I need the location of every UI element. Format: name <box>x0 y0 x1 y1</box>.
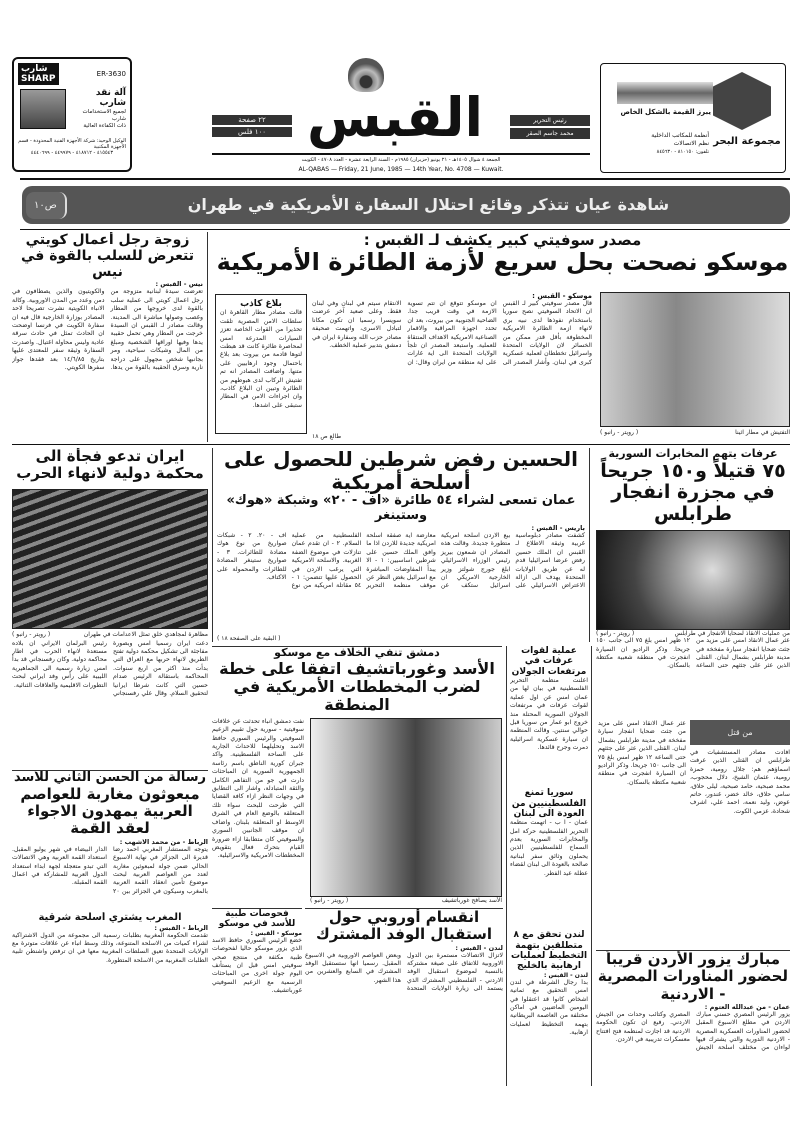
sharp-line3: ذات الكفاءة العالية <box>83 122 126 129</box>
false-alarm-body: قالت مصادر مطار القاهرة ان سلطات الامن المصرية تلقت تحذيرا من القوات الخاصة تعزز السيارات المدرعة امس لمحاصرة طائرة كانت قد هبطت لتوها قادمة من بيروت بعد بلاغ باحتمال وجود ارهابيين على متنها. واضافت المصادر انه تم تفتيش الركاب لدى هبوطهم من الطائرة وتبين ان البلاغ كاذب، وان اجراءات الامن في المطار ستبقى على اشدها. <box>220 309 302 409</box>
editor-info <box>510 115 590 139</box>
sharp-line1: لجميع الاستخدامات <box>82 108 126 115</box>
iran-body: دعت ايران رسميا امس وبصورة مفاجئة الى تشكيل محكمة دولية تفتح الطريق لانهاء حربها مع العراق التي بدأت منذ اكثر من اربع سنوات. المحاكمة باستقالة الرئيس صدام حسين التي كانت شرطا ايرانيا لتحقيق السلام. وقال علي رفسنجاني رئيس البرلمان الايراني ان بلاده مستعدة لانهاء الحرب في اطار محاكمة دولية. وكان رفسنجاني قد بدأ امس زيارة رسمية الى الجماهيرية الليبية على رأس وفد ايراني لبحث التطورات الاقليمية والعلاقات الثنائية. <box>12 639 208 697</box>
europe-split-story <box>305 908 503 1088</box>
tripoli-headline[interactable]: ٧٥ قتيلاً و١٥٠ جريحاً في مجزرة انفجار طرابلس <box>600 459 786 526</box>
lead-dateline: موسكو - القبس : <box>532 292 592 300</box>
medical-headline[interactable]: فحوصات طبية للأسد في موسكو <box>218 909 296 930</box>
sharp-advertisement <box>12 57 132 172</box>
hussein-headline[interactable]: الحسين رفض شرطين للحصول على أسلحة أمريكية <box>224 448 578 494</box>
side-briefs <box>506 646 592 1086</box>
morocco-body: تقدمت الحكومة المغربية بطلبات رسمية الى مجموعة من الدول الاشتراكية لشراء كميات من الاسلحة المتنوعة، وذلك وسط انباء عن علاقات متوترة مع الولايات المتحدة تعيق السلطات المغربية معها في ان ترفض واشنطن تلبية الطلبات المغربية من الاسلحة المتطورة. <box>12 931 208 964</box>
victims-body: افادت مصادر المستشفيات في طرابلس ان القتلى الذين عرفت اسماؤهم هم: جلال رومية، حمزة رومية، عثمان الشيخ، دلال محجوب، محمد صبحية، حامد صبحية، ليلى حلاق، سامي حلاق، خالد خضر، غندور، حاتم عوض، وليد نعمة، احمد علي، اشرف شحادة، عزمي الكوت. <box>690 749 790 815</box>
tripoli-kicker: عرفات يتهم المخابرات السورية <box>608 448 778 460</box>
hussein-subhead: عمان تسعى لشراء ٥٤ طائرة «اف - ٢٠» وشبكة «هوك» وستينغر <box>226 493 576 523</box>
iran-headline[interactable]: ايران تدعو فجأة الى محكمة دولية لانهاء الحرب <box>16 448 204 483</box>
sharp-model: ER-3630 <box>96 70 126 78</box>
medical-body: خضع الرئيس السوري حافظ الاسد الذي يزور موسكو حاليا لفحوصات طبية مكثفة في منتجع صحي سوفيتي امس قبل ان يستأنف اليوم جولة اخرى من المباحثات الرسمية مع الزعيم السوفيتي غورباتشيف. <box>212 936 302 995</box>
editor-name: محمد جاسم الصقر <box>510 128 590 139</box>
albahar-advertisement <box>600 63 786 173</box>
top-banner[interactable] <box>22 186 790 224</box>
kuwaiti-wife-story <box>12 232 208 442</box>
lead-body: قال مصدر سوفيتي كبير لـ القبس ان الاتحاد السوفيتي نصح سوريا باستخدام نفوذها لدى نبيه بري لانهاء ازمة الطائرة الامريكية المخطوفة بأقل قدر ممكن من الخسائر لان الولايات المتحدة واسرائيل تخططان لعملية عسكرية كبرى في لبنان. وأشار المصدر الى ان موسكو تتوقع ان تتم تسوية الازمة في وقت قريب جدا. الضاحية الجنوبية من بيروت، بعد ان تحدد اجهزة المراقبة والاقمار الصناعية الامريكية الاهداف المنتقاة للعملية. واستبعد المصدر ان تلجأ الولايات المتحدة الى اية غارات على اية منطقة من ايران وقال: ان الانتقام سيتم في لبنان وفي لبنان فقط. وعلى صعيد آخر عرضت سويسرا رسميا ان تكون مكانا لتبادل الاسرى، واتهمت صحيفة مصادر حزب الله وسفارة ايران في دمشق بتدبير عملية الخطف. <box>312 300 592 366</box>
mubarak-headline[interactable]: مبارك يزور الأردن قريباً لحضور المناورات المصرية - الاردنية <box>597 950 789 1003</box>
lead-continued: طالع ص ١٨ <box>312 433 342 440</box>
issue-info <box>212 115 292 137</box>
lead-photo-credit: ( رويتر - رانبو ) <box>600 429 639 436</box>
hexagon-icon <box>713 72 771 130</box>
sharp-agent: الوكيل الوحيد: شركة الأجهزة الفنية المحدودة - قسم الأجهزة المكتبية <box>18 137 126 150</box>
europe-headline[interactable]: انقسام أوروبي حول استقبال الوفد المشترك <box>316 908 492 944</box>
damascus-photo-caption: الأسد يصافح غورباتشيف <box>441 897 502 904</box>
hussein-body: كشفت مصادر دبلوماسية غربية وثيقة الاطلاع لـ القبس ان الملك حسين رفض عرضا اسرائيليا قدم له عن طريق الولايات المتحدة يهدف الى ازالة الاعتراض الاسرائيلي على بيع الاردن اسلحة امريكية متطورة جديدة. وقالت هذه المصادر ان شمعون بيريز رئيس الوزراء الاسرائيلي ابلغ جورج شولتز وزير الخارجية الامريكي ان اسرائيل ستكف عن معارضة اية صفقة اسلحة امريكية جديدة للاردن اذا ما وافق الملك حسين على شرطين اساسيين: ١ - الا يبدأ المفاوضات المباشرة مع اسرائيل بغض النظر عن موقف منظمة التحرير الفلسطينية من عملية السلام. ٢ - ان تقدم عمان تنازلات في موضوع الضفة الغربية. والاسلحة الامريكية التي يرغب الاردن في الحصول عليها تتضمن: ١ - ٥٤ مقاتلة امريكية من نوع اف - ٢٠. ٢ - شبكات صواريخ من نوع هوك مضادة للطائرات. ٣ - صواريخ ستينغر المضادة للطائرات والمحمولة على الاكتاف. <box>217 531 585 590</box>
false-alarm-box <box>215 294 307 434</box>
date-english: AL-QABAS — Friday, 21 June, 1985 — 14th Year, No. 4708 — Kuwait. <box>298 166 504 173</box>
kuwaiti-wife-headline[interactable]: زوجة رجل أعمال كويتي تتعرض للسلب بالقوة في نيس <box>20 232 194 281</box>
morocco-headline[interactable]: المغرب يشتري أسلحة شرقية <box>38 912 182 923</box>
kuwaiti-wife-body: تعرضت سيدة لبنانية متزوجة من رجل اعمال كويتي الى عملية سلب بالقوة لدى خروجها من المطار وغصب وصولها مباشرة الى المدينة. وقالت مصادر لـ القبس ان السيدة خرجت من المطار وهي تحمل حقيبة يدها وفيها اوراقها الشخصية ومبلغ من المال وشيكات سياحية، ومر بجانبها شخص مجهول على دراجة نارية وسرق الحقيبة بالقوة من يدها. والكويتيون والذين يصطافون في دمن وعدد من المدن الاوروبية. وكالة الانباء الكويتية نشرت تصريحا لاحد المصادر بوزارة الخارجية قال فيه ان سفارة الكويت في فرنسا اوضحت ان الحادث تمثل في حادث سرقة عادية وليس محاولة اغتيال. واصدرت السفارة وثيقة سفر للمعتدى عليها بتاريخ ١٤/٦/٨٥ بعد فقدها جواز سفرها الكويتي. <box>12 288 203 371</box>
damascus-kicker: دمشق تنفي الخلاف مع موسكو <box>274 646 440 659</box>
iran-photo-caption: مظاهرة لمجاهدي خلق تمثل الاعدامات في طهران <box>83 630 208 638</box>
mubarak-body: يزور الرئيس المصري حسني مبارك الاردن في مطلع الاسبوع المقبل لحضور المناورات العسكرية المصرية - الاردنية الدورية والتي يشترك فيها لواءان من مختلف اسلحة الجيش المصري وكتائب وحدات من الجيش الاردني. رفيع ان تكون الحكومة الاردنية قد اجازت لمنظمة فتح افتتاح معسكرات تدريبية في الاردن. <box>596 1010 790 1052</box>
cash-register-image <box>20 89 66 129</box>
lead-kicker: مصدر سوفيتي كبير يكشف لـ القبس : <box>363 232 642 249</box>
london-probe-dateline: لندن - القبس : <box>543 971 588 979</box>
albahar-phones: تلفون: ٨١٠١٥٠ - ٨٤٥٦٣٠ <box>656 149 709 155</box>
date-arabic: الجمعة ٤ شوال ١٤٠٥هـ - ٢١ يونيو (حزيران) ١٩٨٥م - السنة الرابعة عشرة - العدد ٤٧٠٨ - الكويت <box>301 157 501 163</box>
divider <box>12 444 790 445</box>
lead-headline[interactable]: موسكو نصحت بحل سريع لأزمة الطائرة الأمريكية <box>216 248 789 277</box>
iran-story <box>12 448 208 766</box>
sharp-phones: ٤١٥٥٤٣ - ٤١٨٧١٢ - ٤٤٩٩٧٩ - ٤٤٤٠٦٩٩ <box>30 149 114 156</box>
london-probe-headline[interactable]: لندن تحقق مع ٨ متطلقين بتهمة التخطيط لعمليات ارهابية بالخليج <box>510 930 588 972</box>
hassan-headline[interactable]: رسالة من الحسن الثاني للأسد <box>13 770 206 785</box>
tripoli-photo <box>596 530 790 630</box>
sharp-logo <box>18 63 59 85</box>
hassan-subhead: مبعوثون مغاربة للعواصم العربية يمهدون الاجواء لعقد القمة <box>20 784 200 838</box>
assad-medical-story <box>212 908 302 1088</box>
lead-photo <box>600 292 790 427</box>
victims-box <box>690 720 790 945</box>
hassan-body: يتوجه المستشار المغربي احمد رضا قديرة الى الجزائر في نهاية الاسبوع الحالي ضمن جولة لمبعوثين مغاربة لعدد من العواصم العربية لبحث موضوع تأمين انعقاد القمة العربية بالمغرب وسيكون في الجزائر بين ٢٠ الدار البيضاء في شهر يوليو المقبل. استعداد القمة العربية وهي الاتصالات التي تبدو متعجلة لجهة ابداء استعداد الدول العربية للمشاركة في اعمال القمة المقبلة. <box>12 845 208 895</box>
banner-page-ref: ص١٠ <box>26 192 67 219</box>
albahar-slogan: يبرز القيمة بالشكل الخاص <box>620 108 711 116</box>
europe-body: لاتزال الاتصالات مستمرة بين الدول الاوروبية للاتفاق على صيغة مشتركة بالنسبة لموضوع استقبال الوفد الاردني - الفلسطيني المشترك الذي يستمد الى زيارة الولايات المتحدة وبعض العواصم الاوروبية في الاسبوع المقبل. رسميا انها ستستقبل الوفد المشترك في السابع والعشرين من هذا الشهر. <box>305 951 503 993</box>
editor-label: رئيس التحرير <box>510 115 590 126</box>
golan-headline[interactable]: عملية لقوات عرفات في مرتفعات الجولان <box>511 646 587 677</box>
banner-headline: شاهدة عيان تتذكر وقائع احتلال السفارة الأمريكية في طهران <box>187 194 670 214</box>
damascus-story <box>212 646 502 904</box>
tripoli-body: عثر عمال الانقاذ امس على مزيد من جثث ضحايا انفجار سيارة مفخخة في مدينة طرابلس بشمال لبنان. القتلى الذين عثر على جثثهم حتى الساعة ١٢ ظهر امس بلغ ٧٥ الى جانب ١٥٠ جريحا. وذكر الراديو ان السيارة انفجرت في منطقة شعبية مكتظة بالسكان. <box>596 637 790 670</box>
morocco-dateline: الرباط - القبس : <box>154 923 208 932</box>
hassan-letter-story <box>12 770 208 910</box>
price: ١٠٠ فلس <box>212 127 292 137</box>
masthead-rule <box>212 153 590 155</box>
lead-photo-caption: التفتيش في مطار اثينا <box>735 429 790 436</box>
tripoli-body-continued: عثر عمال الانقاذ امس على مزيد من جثث ضحايا انفجار سيارة مفخخة في مدينة طرابلس بشمال لبنان. القتلى الذين عثر على جثثهم حتى الساعة ١٢ ظهر امس بلغ ٧٥ الى جانب ١٥٠ جريحا. وذكر الراديو ان السيارة انفجرت في منطقة شعبية مكتظة بالسكان. <box>598 720 686 786</box>
medical-dateline: موسكو - القبس : <box>250 929 302 937</box>
hassan-dateline: الرباط - من محمد الاشهب : <box>119 837 208 846</box>
sharp-line2: شارب <box>111 115 126 122</box>
iran-photo-credit: ( رويتر - رانبو ) <box>12 630 51 638</box>
damascus-body: نفت دمشق انباء تحدثت عن خلافات سوفيتية - سورية حول تقييم الزعيم السوفيتي والرئيس السوري حافظ الاسد وتحليلهما للاحداث الجارية على الساحة الفلسطينية. واكد جبران كورية الناطق باسم رئاسة الجمهورية السورية ان المباحثات دارت في جو من التفاهم الكامل والثقة المتبادلة، واشار الى التطابق في وجهات النظر ازاء كافة القضايا التي طرحت للبحث سواء تلك المتعلقة بالوضع العام في الشرق الاوسط او المتعلقة بلبنان. واضاف ان موقف الجانبين السوري والسوفيتي كان متطابقا ازاء ضرورة القيام بتحرك فعال بتقويض المخططات الامريكية والاسرائيلية. <box>212 717 304 860</box>
mubarak-story <box>596 950 790 1088</box>
sharp-brand-ar: شارب <box>21 64 48 74</box>
divider <box>20 178 790 180</box>
hussein-dateline: باريس - القبس : <box>531 523 585 532</box>
albahar-line2: نظم الاتصالات <box>673 140 709 147</box>
newspaper-logo: القبس <box>306 86 484 149</box>
golan-body: اعلنت منظمة التحرير الفلسطينية في بيان لها من عمان امس عن اول عملية لقوات عرفات في مرتفعات الجولان السورية المحتلة منذ خروج ابو عمار من سوريا قبل حوالي سنتين. وقالت المنظمة ان سيارة عسكرية اسرائيلية دمرت وجرح قائدها. <box>510 677 588 752</box>
albahar-brand: مجموعة البحر <box>713 136 781 147</box>
tripoli-photo-caption: من عمليات الانقاذ لضحايا الانفجار في طرابلس <box>674 630 790 638</box>
syria-palestinians-headline[interactable]: سوريا تمنع الفلسطينيين من العودة الى لبنان <box>511 788 587 819</box>
sharp-title: آلة نقد شارب <box>95 88 126 109</box>
hussein-continued: ( البقية على الصفحة ١٨ ) <box>217 635 281 642</box>
damascus-photo <box>310 718 502 897</box>
mubarak-dateline: عمان - من عبدالله العتوم : <box>704 1002 790 1011</box>
iran-photo <box>12 489 208 629</box>
hussein-arms-story <box>212 448 590 642</box>
london-probe-body: بدأ رجال الشرطة في لندن امس التحقيق مع ثمانية اشخاص كانوا قد اعتقلوا في اليومين الماضيين في اماكن مختلفة من العاصمة البريطانية بتهمة التخطيط لعمليات ارهابية. <box>510 978 588 1037</box>
syria-palestinians-body: عمان - ا ب - اتهمت منظمة التحرير الفلسطينية حركة امل والمخابرات السورية بعدم السماح للفلسطينيين الذين يحملون وثائق سفر لبنانية صالحة بالعودة الى لبنان لقضاء عطلة عيد الفطر. <box>510 819 588 877</box>
key-icon <box>617 82 713 104</box>
false-alarm-title: بلاغ كاذب <box>240 299 282 309</box>
europe-dateline: لندن - القبس : <box>455 943 503 952</box>
tripoli-story <box>596 448 790 716</box>
lead-story <box>215 232 790 442</box>
divider <box>20 229 790 230</box>
page-count: ٢٢ صفحة <box>212 115 292 125</box>
sharp-brand: SHARP <box>21 74 56 84</box>
tripoli-photo-credit: ( رويتر - رانبو ) <box>596 630 635 638</box>
morocco-arms-story <box>12 912 208 1087</box>
kuwaiti-wife-dateline: نيس - القبس : <box>155 280 203 289</box>
damascus-headline[interactable]: الأسد وغورباتشيف اتفقا على خطة لضرب المخططات الأمريكية في المنطقة <box>219 658 495 715</box>
victims-title: من قتل <box>690 720 790 745</box>
damascus-photo-credit: ( رويتر - رانبو ) <box>310 897 349 904</box>
albahar-line1: أنظمة للمكاتب الداخلية <box>651 132 709 139</box>
